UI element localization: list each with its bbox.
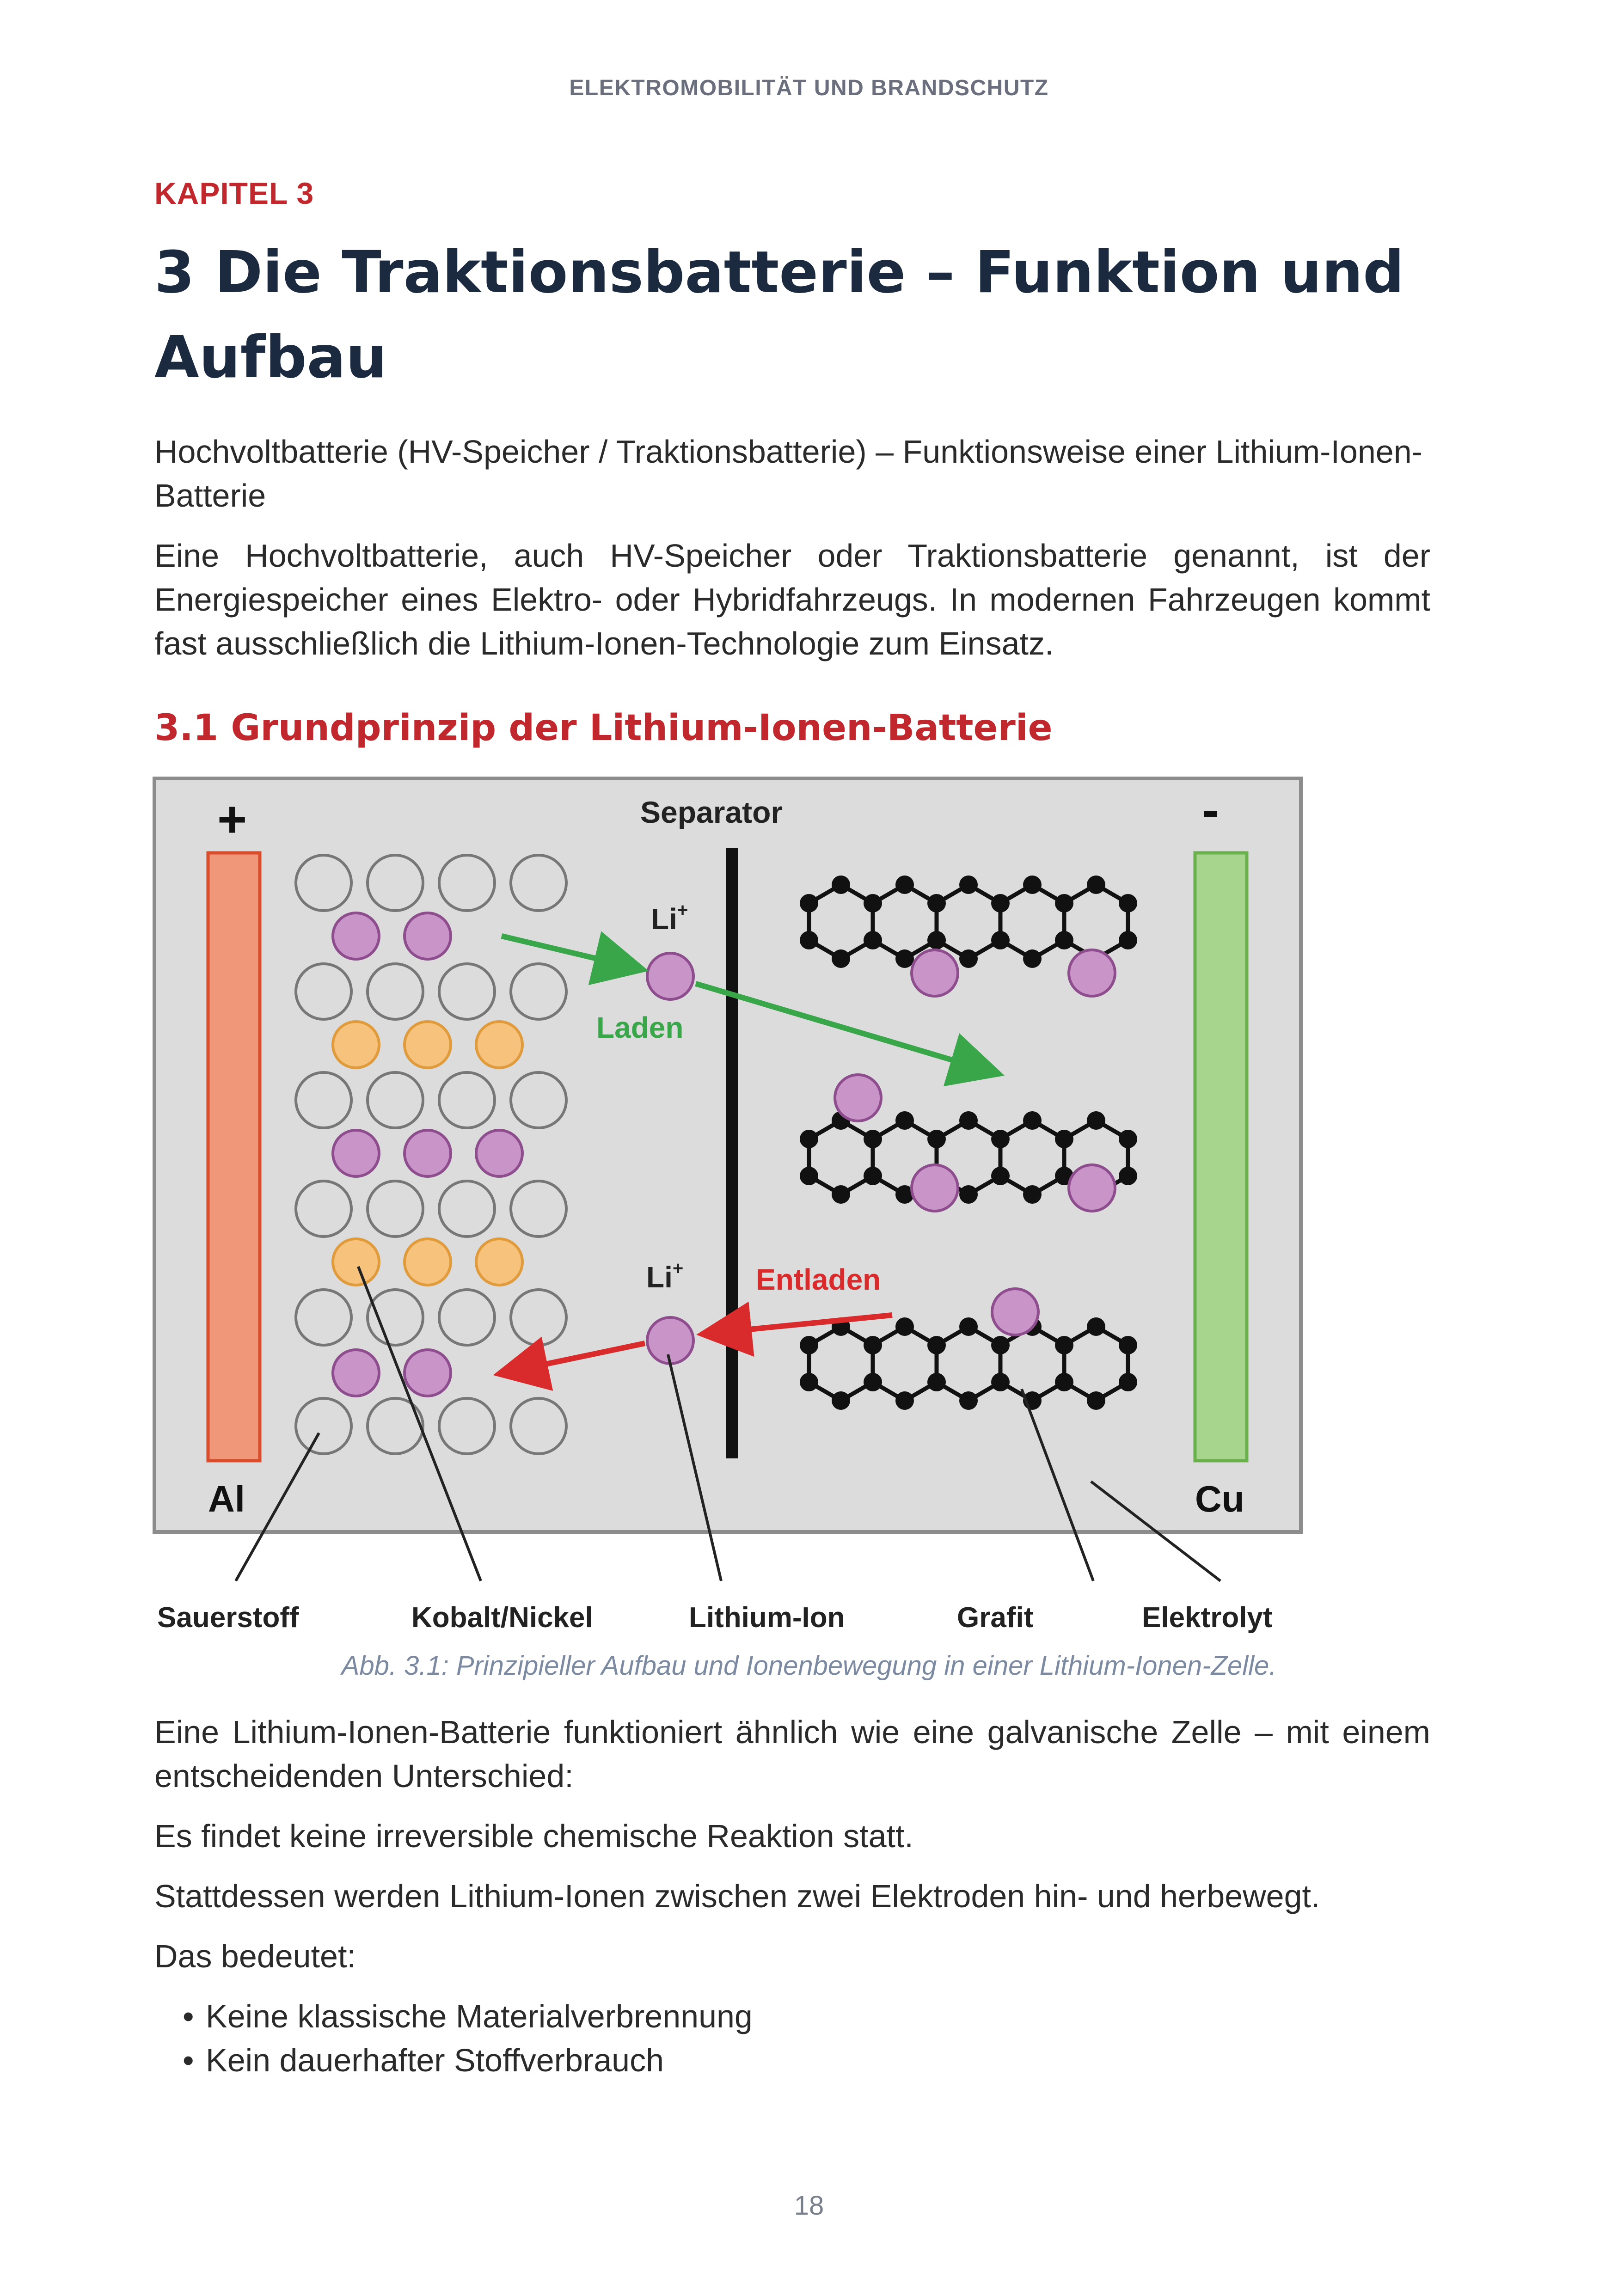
page-number: 18 (794, 2191, 824, 2221)
label-sauerstoff: Sauerstoff (157, 1602, 299, 1634)
separator (726, 848, 738, 1458)
plus-sign: + (217, 791, 247, 848)
li-ion-discharging (647, 1317, 693, 1364)
figure-caption: Abb. 3.1: Prinzipieller Aufbau und Ionenbewegung in einer Lithium-Ionen-Zelle. (341, 1651, 1277, 1681)
bullet-list (183, 1995, 753, 2082)
li-ion-label-top: Li+ (651, 900, 688, 936)
running-header: ELEKTROMOBILITÄT UND BRANDSCHUTZ (569, 76, 1049, 100)
minus-sign: - (1202, 782, 1219, 839)
list-item: • Kein dauerhafter Stoffverbrauch (183, 2042, 664, 2078)
copper-electrode (1195, 853, 1247, 1461)
list-item: • Keine klassische Materialverbrennung (183, 1998, 753, 2034)
copper-label: Cu (1195, 1478, 1244, 1519)
body-paragraph-4: Das bedeutet: (154, 1938, 356, 1974)
label-elektrolyt: Elektrolyt (1142, 1602, 1273, 1634)
discharge-label: Entladen (756, 1263, 881, 1296)
chapter-label: KAPITEL 3 (154, 176, 314, 210)
body-paragraph-3: Stattdessen werden Lithium-Ionen zwischen zwei Elektroden hin- und herbewegt. (154, 1878, 1320, 1914)
label-lithium-ion: Lithium-Ion (689, 1602, 845, 1634)
separator-label: Separator (640, 795, 783, 829)
intro-paragraph-2: Eine Hochvoltbatterie, auch HV-Speicher oder Traktionsbatterie genannt, ist der Energiespeicher eines Elektro- oder Hybridfahrzeugs. In modernen Fahrzeugen kommt fast ausschließlich die Lithium-Ionen-Technologie zum Einsatz. (154, 538, 1430, 661)
chapter-title: 3 Die Traktionsbatterie – Funktion und Aufbau (154, 239, 1404, 391)
li-ion-charging (647, 953, 693, 999)
label-kobalt-nickel: Kobalt/Nickel (411, 1602, 593, 1634)
aluminium-label: Al (208, 1478, 245, 1519)
charge-label: Laden (596, 1011, 684, 1044)
body-paragraph-2: Es findet keine irreversible chemische Reaktion statt. (154, 1818, 913, 1854)
body-paragraph-1: Eine Lithium-Ionen-Batterie funktioniert ähnlich wie eine galvanische Zelle – mit einem entscheidenden Unterschied: (154, 1714, 1430, 1794)
section-title: 3.1 Grundprinzip der Lithium-Ionen-Batterie (154, 707, 1053, 749)
li-ion-label-bottom: Li+ (646, 1258, 684, 1294)
label-grafit: Grafit (957, 1602, 1034, 1634)
battery-diagram (153, 777, 1318, 1650)
intro-paragraph-1: Hochvoltbatterie (HV-Speicher / Traktionsbatterie) – Funktionsweise einer Lithium-Ionen-Batterie (154, 434, 1422, 514)
aluminium-electrode (208, 853, 260, 1461)
